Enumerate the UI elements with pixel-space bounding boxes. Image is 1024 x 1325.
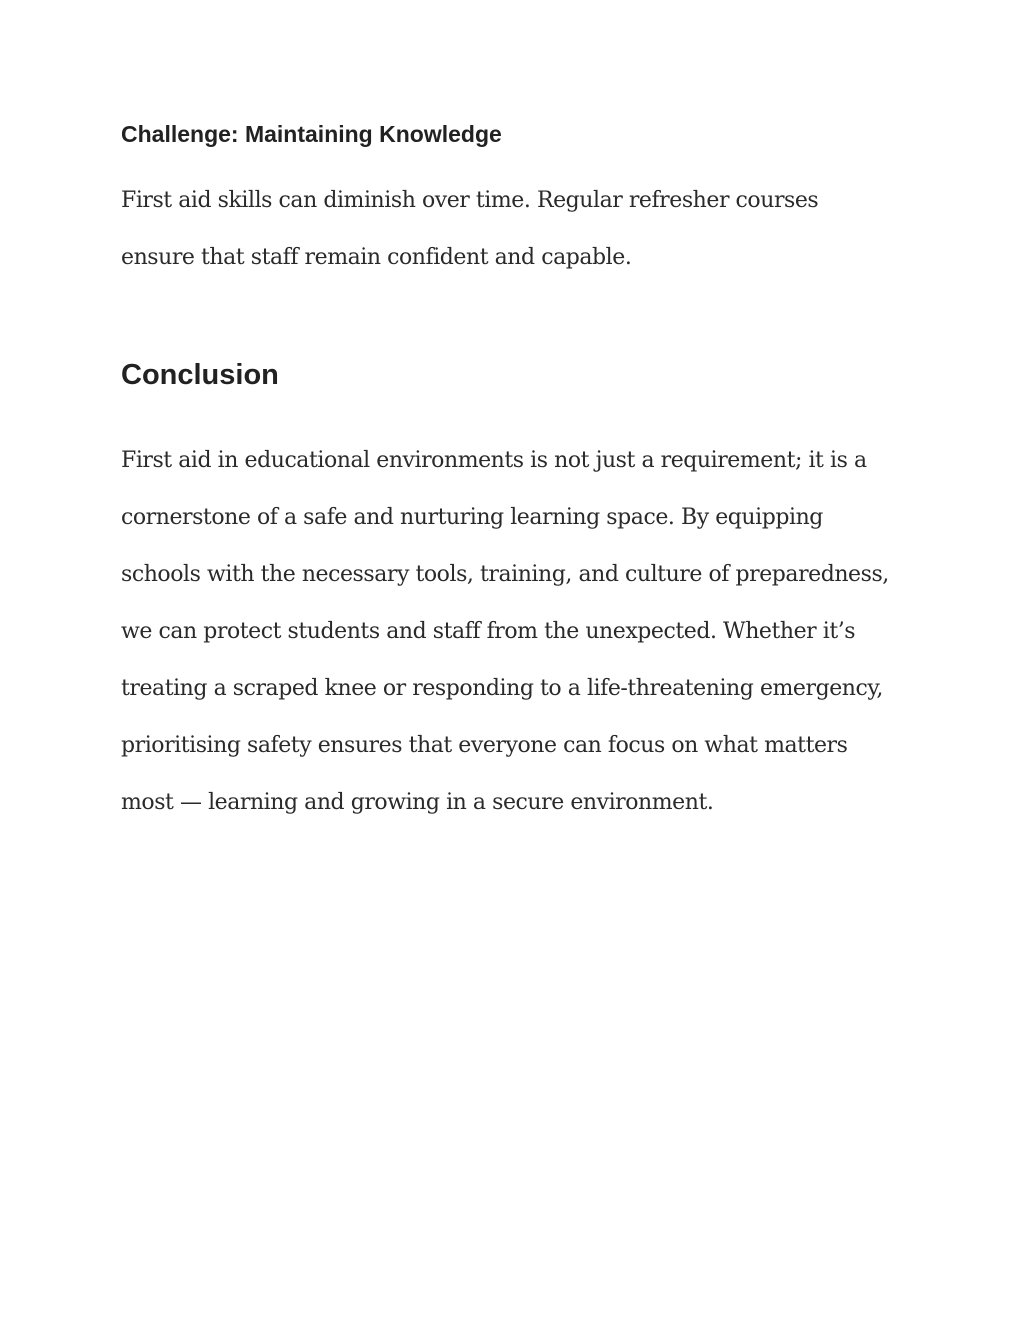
paragraph-line: First aid in educational environments is not just a requirement; it is a <box>121 448 867 473</box>
paragraph-line: treating a scraped knee or responding to a life-threatening emergency, <box>121 676 883 701</box>
challenge-heading: Challenge: Maintaining Knowledge <box>121 121 502 147</box>
conclusion-paragraph <box>121 432 889 831</box>
paragraph-line: First aid skills can diminish over time. Regular refresher courses <box>121 188 819 213</box>
paragraph-line: cornerstone of a safe and nurturing learning space. By equipping <box>121 505 823 530</box>
challenge-paragraph <box>121 172 818 286</box>
conclusion-heading: Conclusion <box>121 359 279 391</box>
paragraph-line: schools with the necessary tools, training, and culture of preparedness, <box>121 562 889 587</box>
paragraph-line: we can protect students and staff from the unexpected. Whether it’s <box>121 619 856 644</box>
paragraph-line: ensure that staff remain confident and capable. <box>121 245 632 270</box>
paragraph-line: prioritising safety ensures that everyone can focus on what matters <box>121 733 848 758</box>
paragraph-line: most — learning and growing in a secure environment. <box>121 790 714 815</box>
